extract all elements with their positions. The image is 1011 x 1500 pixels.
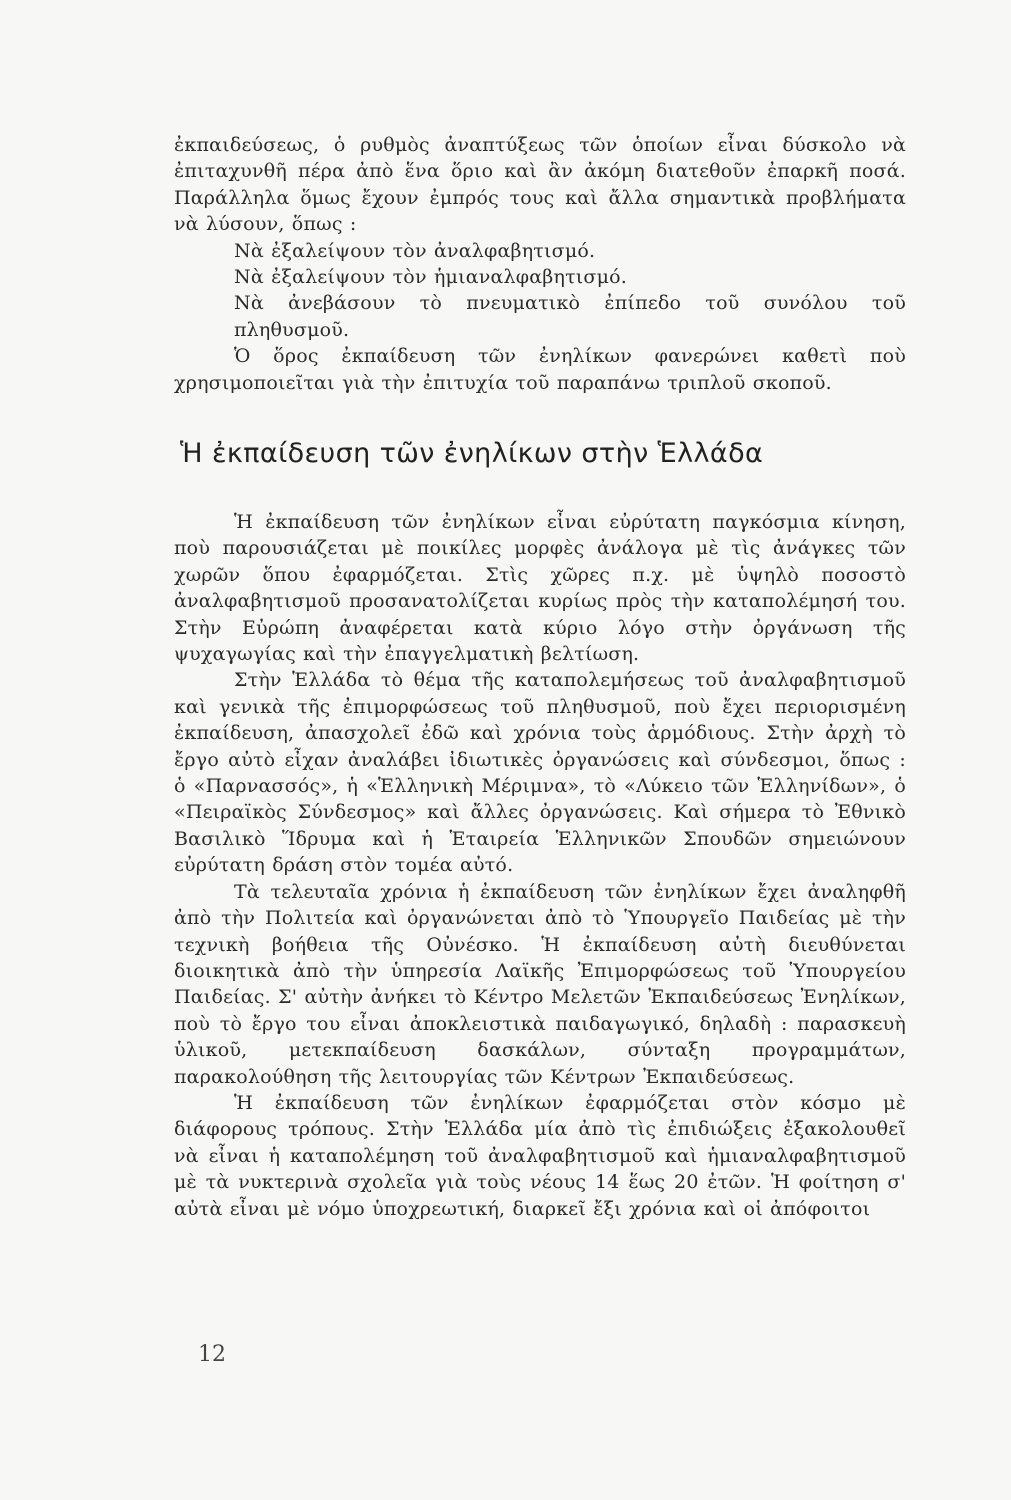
section-body [174, 509, 906, 1222]
list-item-semi-illiteracy: Νὰ ἐξαλείψουν τὸν ἡμιαναλφαβητισμό. [234, 266, 628, 289]
closing-paragraph: Ὁ ὅρος ἐκπαίδευση τῶν ἐνηλίκων φανερώνει καθετὶ ποὺ χρησιμοποιεῖται γιὰ τὴν ἐπιτυχία τοῦ παραπάνω τριπλοῦ σκοποῦ. [174, 345, 906, 394]
body-paragraph: Τὰ τελευταῖα χρόνια ἡ ἐκπαίδευση τῶν ἐνηλίκων ἔχει ἀναληφθῆ ἀπὸ τὴν Πολιτεία καὶ ὀργανώνεται ἀπὸ τὸ Ὑπουργεῖο Παιδείας μὲ τὴν τεχνικὴ βοήθεια τῆς Οὐνέσκο. Ἡ ἐκπαίδευση αὐτὴ διευθύνεται διοικητικὰ ἀπὸ τὴν ὑπηρεσία Λαϊκῆς Ἐπιμορφώσεως τοῦ Ὑπουργείου Παιδείας. Σ' αὐτὴν ἀνήκει τὸ Κέντρο Μελετῶν Ἐκπαιδεύσεως Ἐνηλίκων, ποὺ τὸ ἔργο του εἶναι ἀποκλειστικὰ παιδαγωγικό, δηλαδὴ : παρασκευὴ ὑλικοῦ, μετεκπαίδευση δασκάλων, σύνταξη προγραμμάτων, παρακολούθηση τῆς λειτουργίας τῶν Κέντρων Ἐκπαιδεύσεως. [174, 880, 906, 1088]
top-text-block [174, 132, 906, 396]
section-heading: Ἡ ἐκπαίδευση τῶν ἐνηλίκων στὴν Ἑλλάδα [180, 438, 764, 469]
list-item-illiteracy: Νὰ ἐξαλείψουν τὸν ἀναλφαβητισμό. [234, 239, 596, 262]
body-paragraph: Ἡ ἐκπαίδευση τῶν ἐνηλίκων ἐφαρμόζεται στὸν κόσμο μὲ διάφορους τρόπους. Στὴν Ἑλλάδα μία ἀπὸ τὶς ἐπιδιώξεις ἐξακολουθεῖ νὰ εἶναι ἡ καταπολέμηση τοῦ ἀναλφαβητισμοῦ καὶ ἡμιαναλφαβητισμοῦ μὲ τὰ νυκτερινὰ σχολεῖα γιὰ τοὺς νέους 14 ἕως 20 ἐτῶν. Ἡ φοίτηση σ' αὐτὰ εἶναι μὲ νόμο ὑποχρεωτική, διαρκεῖ ἔξι χρόνια καὶ οἱ ἀπόφοιτοι [174, 1091, 906, 1220]
page-number: 12 [198, 1342, 226, 1367]
body-paragraph: Στὴν Ἑλλάδα τὸ θέμα τῆς καταπολεμήσεως τοῦ ἀναλφαβητισμοῦ καὶ γενικὰ τῆς ἐπιμορφώσεως τοῦ πληθυσμοῦ, ποὺ ἔχει περιορισμένη ἐκπαίδευση, ἀπασχολεῖ ἐδῶ καὶ χρόνια τοὺς ἁρμόδιους. Στὴν ἀρχὴ τὸ ἔργο αὐτὸ εἶχαν ἀναλάβει ἰδιωτικὲς ὀργανώσεις καὶ σύνδεσμοι, ὅπως : ὁ «Παρνασσός», ἡ «Ἑλληνικὴ Μέριμνα», τὸ «Λύκειο τῶν Ἑλληνίδων», ὁ «Πειραϊκὸς Σύνδεσμος» καὶ ἄλλες ὀργανώσεις. Καὶ σήμερα τὸ Ἐθνικὸ Βασιλικὸ Ἵδρυμα καὶ ἡ Ἑταιρεία Ἑλληνικῶν Σπουδῶν σημειώνουν εὐρύτατη δράση στὸν τομέα αὐτό. [174, 669, 906, 877]
body-paragraph: Ἡ ἐκπαίδευση τῶν ἐνηλίκων εἶναι εὐρύτατη παγκόσμια κίνηση, ποὺ παρουσιάζεται μὲ ποικίλες μορφὲς ἀνάλογα μὲ τὶς ἀνάγκες τῶν χωρῶν ὅπου ἐφαρμόζεται. Στὶς χῶρες π.χ. μὲ ὑψηλὸ ποσοστὸ ἀναλφαβητισμοῦ προσανατολίζεται κυρίως πρὸς τὴν καταπολέμησή του. Στὴν Εὐρώπη ἀναφέρεται κατὰ κύριο λόγο στὴν ὀργάνωση τῆς ψυχαγωγίας καὶ τὴν ἐπαγγελματικὴ βελτίωση. [174, 511, 906, 666]
list-item-spiritual-level: Νὰ ἀνεβάσουν τὸ πνευματικὸ ἐπίπεδο τοῦ συνόλου τοῦ πληθυσμοῦ. [234, 292, 906, 341]
top-paragraph: ἐκπαιδεύσεως, ὁ ρυθμὸς ἀναπτύξεως τῶν ὁποίων εἶναι δύσκολο νὰ ἐπιταχυνθῆ πέρα ἀπὸ ἕνα ὅριο καὶ ἂν ἀκόμη διατεθοῦν ἐπαρκῆ ποσά. Παράλληλα ὅμως ἔχουν ἐμπρός τους καὶ ἄλλα σημαντικὰ προβλήματα νὰ λύσουν, ὅπως : [174, 134, 906, 236]
